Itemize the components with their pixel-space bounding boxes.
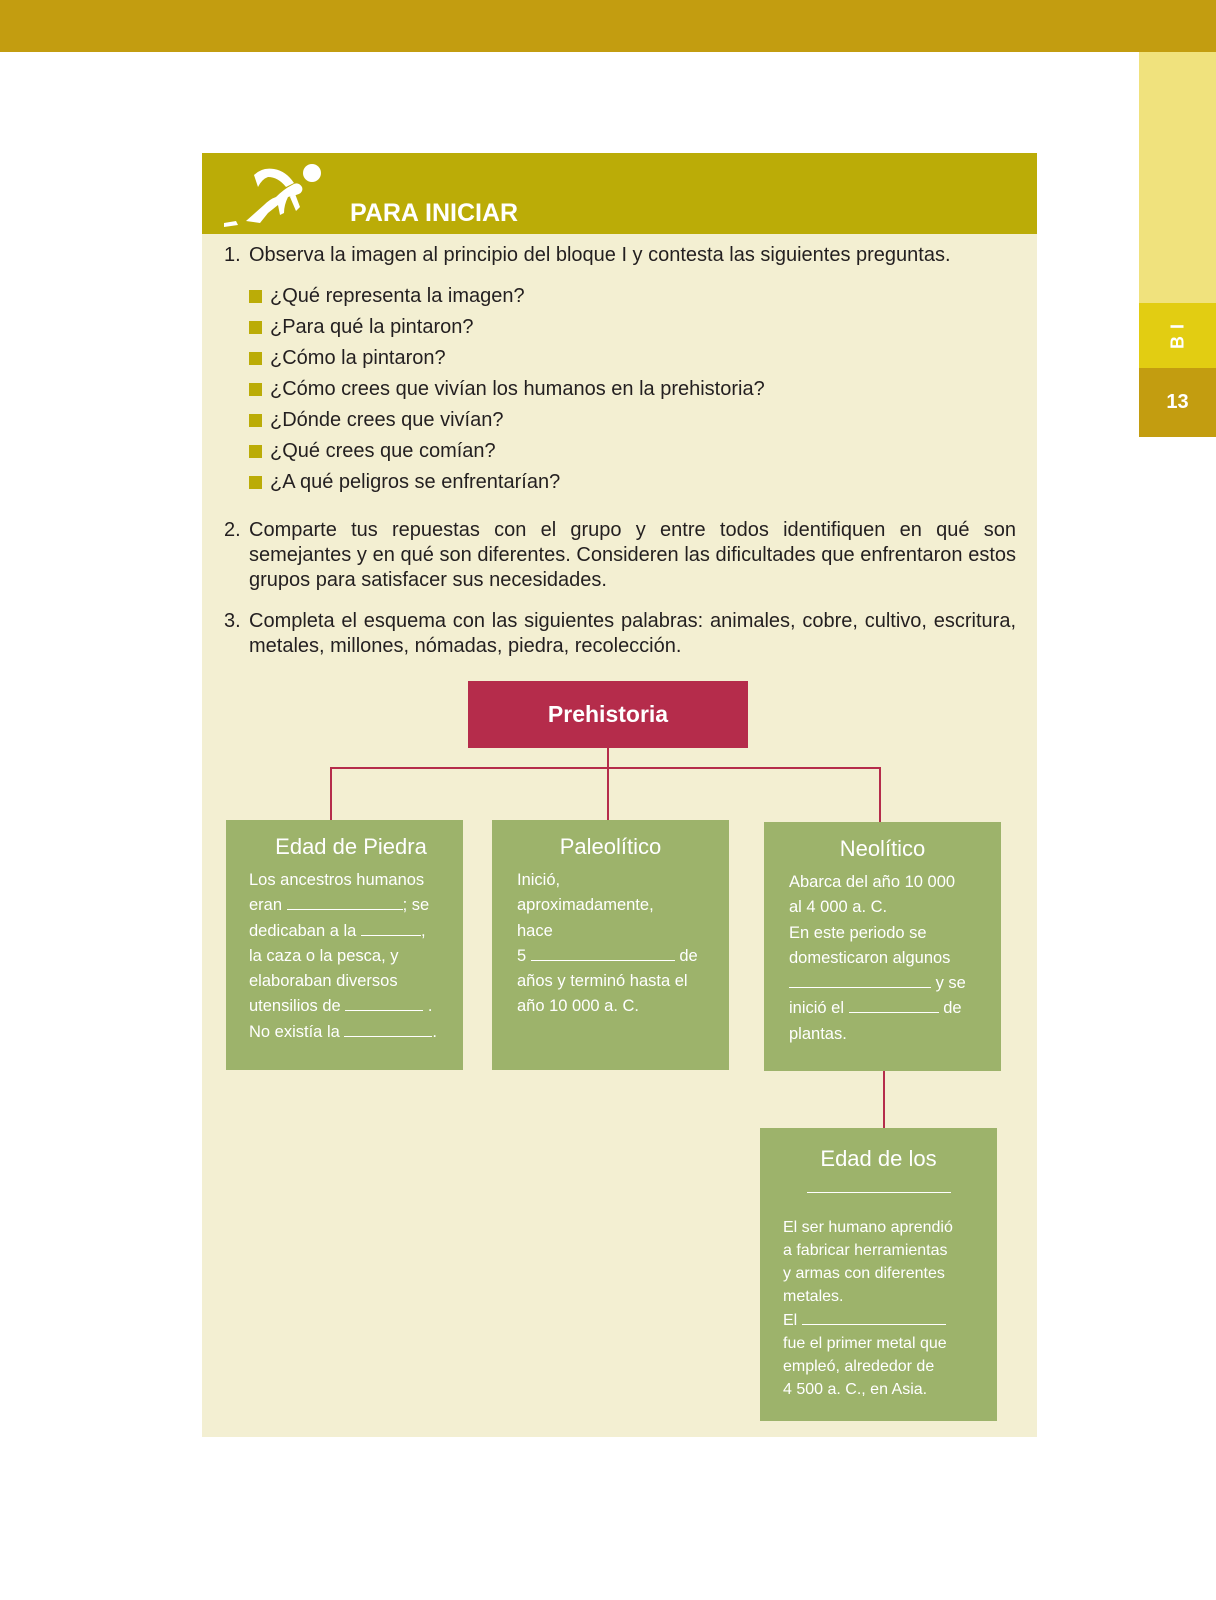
list-item: ¿Cómo crees que vivían los humanos en la prehistoria? — [249, 377, 765, 408]
block-tab — [1139, 303, 1216, 368]
page-number: 13 — [1139, 368, 1216, 437]
person-starting-race-icon — [224, 161, 328, 227]
list-item: ¿Para qué la pintaron? — [249, 315, 765, 346]
bullet-square-icon — [249, 352, 262, 365]
top-color-bar — [0, 0, 1216, 52]
question-3-text: Completa el esquema con las siguientes palabras: animales, cobre, cultivo, escritura, metales, millones, nómadas, piedra, recolección. — [249, 610, 1016, 657]
connector-line — [330, 767, 332, 821]
concept-paleolitico — [492, 820, 729, 1070]
connector-line — [879, 767, 881, 823]
concept-edad-de-los-metales — [760, 1128, 997, 1421]
answer-blank[interactable] — [802, 1308, 946, 1325]
bullet-square-icon — [249, 476, 262, 489]
concept-title: Edad de Piedra — [275, 834, 427, 859]
connector-line — [607, 767, 609, 821]
connector-line — [330, 767, 881, 769]
answer-blank[interactable] — [361, 919, 421, 936]
question-2-text: Comparte tus repuestas con el grupo y entre todos identifiquen en qué son semejantes y en qué son diferentes. Consideren las dificultades que enfrentaron estos grupos para satisfacer sus necesidades. — [249, 519, 1016, 591]
answer-blank[interactable] — [531, 944, 675, 961]
concept-title: Edad de los — [820, 1146, 937, 1171]
list-item: ¿Qué representa la imagen? — [249, 284, 765, 315]
concept-edad-de-piedra — [226, 820, 463, 1070]
list-item: ¿Cómo la pintaron? — [249, 346, 765, 377]
activity-panel — [202, 153, 1037, 1437]
question-2-number: 2. — [224, 519, 241, 541]
answer-blank[interactable] — [789, 971, 931, 988]
bullet-square-icon — [249, 383, 262, 396]
side-tab-background — [1139, 52, 1216, 303]
list-item: ¿Dónde crees que vivían? — [249, 408, 765, 439]
list-item: ¿Qué crees que comían? — [249, 439, 765, 470]
concept-title: Neolítico — [839, 836, 926, 861]
bullet-square-icon — [249, 321, 262, 334]
bullet-square-icon — [249, 290, 262, 303]
concept-title: Paleolítico — [559, 834, 662, 859]
concept-body: El ser humano aprendió a fabricar herramientas y armas con diferentes metales. El fue el primer metal que empleó, alrededor de 4 500 a. C., en Asia. — [783, 1219, 953, 1398]
answer-blank[interactable] — [287, 893, 403, 910]
answer-blank[interactable] — [807, 1174, 951, 1193]
concept-body: Los ancestros humanos eran ; se dedicaban a la , la caza o la pesca, y elaboraban diversos utensilios de . No existía la . — [249, 871, 437, 1041]
question-1-number: 1. — [224, 244, 241, 266]
concept-neolitico — [764, 822, 1001, 1071]
concept-body: Inició, aproximadamente, hace 5 de años y terminó hasta el año 10 000 a. C. — [517, 871, 698, 1016]
section-title: PARA INICIAR — [350, 199, 519, 227]
concept-body: Abarca del año 10 000 al 4 000 a. C. En este periodo se domesticaron algunos y se inició el de plantas. — [789, 873, 966, 1043]
concept-root-prehistoria: Prehistoria — [468, 681, 748, 748]
section-header — [202, 153, 1037, 234]
block-label: B I — [1167, 322, 1187, 349]
question-1-list — [249, 284, 765, 501]
bullet-square-icon — [249, 445, 262, 458]
bullet-square-icon — [249, 414, 262, 427]
question-3-number: 3. — [224, 610, 241, 632]
list-item: ¿A qué peligros se enfrentarían? — [249, 470, 765, 501]
answer-blank[interactable] — [344, 1020, 432, 1037]
connector-line — [883, 1069, 885, 1129]
answer-blank[interactable] — [849, 996, 939, 1013]
answer-blank[interactable] — [345, 994, 423, 1011]
question-1-text: Observa la imagen al principio del bloque I y contesta las siguientes preguntas. — [249, 244, 951, 266]
